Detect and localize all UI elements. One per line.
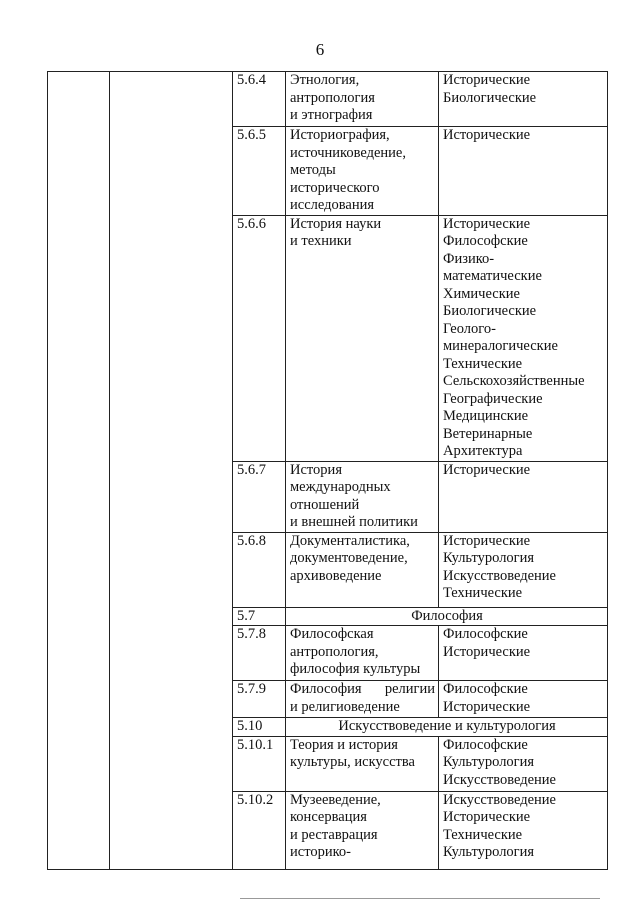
specialty-name-line: Этнология,: [290, 72, 360, 88]
specialty-name-line: Историография,: [290, 127, 390, 143]
science-branch: Исторические: [443, 809, 531, 825]
specialty-name-line: и религиоведение: [290, 698, 400, 715]
specialty-name-line: Философская: [290, 626, 374, 642]
science-branch: Технические: [443, 585, 523, 601]
specialty-name-line: консервация: [290, 809, 367, 825]
specialty-name-line: культуры, искусства: [290, 754, 415, 770]
specialty-name-line: и этнография: [290, 107, 373, 123]
specialty-name-line: и реставрация: [290, 826, 378, 843]
science-branches: [439, 215, 608, 461]
science-branch: Технические: [443, 355, 523, 372]
specialty-name: [286, 791, 439, 869]
specialty-name-line: антропология: [290, 89, 375, 106]
specialty-code: 5.7.8: [233, 626, 286, 681]
blank-column-1: [48, 72, 110, 870]
section-title: Философия: [286, 607, 608, 626]
science-branch: математические: [443, 268, 542, 284]
section-title: Искусствоведение и культурология: [286, 718, 608, 737]
specialty-name: [286, 461, 439, 532]
specialty-name-line: методы: [290, 162, 336, 178]
science-branch: Исторические: [443, 643, 531, 660]
science-branches: [439, 791, 608, 869]
specialty-name-line: и техники: [290, 233, 352, 249]
specialties-table: [47, 71, 608, 870]
specialty-name: [286, 127, 439, 216]
science-branch: Культурология: [443, 844, 535, 860]
specialty-name: [286, 681, 439, 718]
table-row: [48, 72, 608, 127]
science-branch: Философские: [443, 736, 528, 753]
specialty-name: [286, 72, 439, 127]
science-branch: Химические: [443, 285, 520, 302]
specialty-name-line: архивоведение: [290, 567, 382, 584]
specialty-name: [286, 215, 439, 461]
blank-column-2: [110, 72, 233, 870]
science-branch: минералогические: [443, 338, 558, 354]
science-branch: Культурология: [443, 550, 535, 566]
specialty-name: [286, 532, 439, 607]
specialty-name-word: религии: [384, 681, 435, 697]
specialty-name-line: Документалистика,: [290, 532, 410, 549]
science-branches: [439, 461, 608, 532]
science-branches: [439, 736, 608, 791]
specialty-name-line: философия культуры: [290, 661, 421, 677]
science-branch: Исторические: [443, 532, 531, 549]
science-branch: Геолого-: [443, 320, 496, 337]
specialty-name-line: Теория и история: [290, 736, 398, 753]
science-branch: Архитектура: [443, 443, 523, 459]
science-branches: [439, 626, 608, 681]
specialty-name: [286, 626, 439, 681]
specialty-name-word: Философия: [290, 681, 362, 697]
science-branch: Физико-: [443, 250, 495, 267]
science-branch: Исторические: [443, 127, 531, 143]
science-branch: Медицинские: [443, 408, 529, 424]
specialty-name-line: История науки: [290, 215, 382, 232]
specialty-code: 5.6.5: [233, 127, 286, 216]
specialty-name-justified-line: [290, 681, 435, 699]
specialty-name-line: историко-: [290, 844, 351, 860]
specialty-code: 5.10: [233, 718, 286, 737]
specialty-code: 5.7.9: [233, 681, 286, 718]
specialty-name-line: документоведение,: [290, 550, 408, 566]
science-branch: Исторические: [443, 698, 531, 715]
science-branches: [439, 127, 608, 216]
science-branches: [439, 72, 608, 127]
specialty-name-line: международных: [290, 479, 391, 495]
specialty-code: 5.6.8: [233, 532, 286, 607]
science-branch: Сельскохозяйственные: [443, 373, 585, 389]
science-branch: Философские: [443, 233, 528, 249]
science-branch: Философские: [443, 626, 528, 642]
specialty-code: 5.6.6: [233, 215, 286, 461]
specialty-name-line: исследования: [290, 197, 375, 213]
specialty-name-line: Музееведение,: [290, 791, 381, 808]
science-branches: [439, 532, 608, 607]
specialty-code: 5.6.7: [233, 461, 286, 532]
specialty-name-line: и внешней политики: [290, 514, 418, 530]
specialty-name: [286, 736, 439, 791]
specialty-name-line: отношений: [290, 496, 360, 513]
science-branch: Исторические: [443, 72, 531, 88]
specialty-code: 5.10.2: [233, 791, 286, 869]
science-branch: Биологические: [443, 89, 537, 106]
specialty-name-line: исторического: [290, 179, 380, 196]
science-branch: Исторические: [443, 461, 531, 478]
science-branches: [439, 681, 608, 718]
specialty-name-line: История: [290, 461, 342, 478]
science-branch: Исторические: [443, 215, 531, 232]
science-branch: Искусствоведение: [443, 791, 556, 808]
science-branch: Ветеринарные: [443, 425, 533, 442]
science-branch: Культурология: [443, 754, 535, 770]
page-number: 6: [315, 40, 325, 59]
science-branch: Искусствоведение: [443, 567, 556, 584]
specialty-name-line: источниковедение,: [290, 144, 406, 161]
science-branch: Технические: [443, 826, 523, 843]
specialty-code: 5.6.4: [233, 72, 286, 127]
page-bottom-rule: [240, 898, 600, 899]
specialty-name-line: антропология,: [290, 643, 379, 660]
science-branch: Географические: [443, 390, 543, 407]
specialty-code: 5.10.1: [233, 736, 286, 791]
specialty-code: 5.7: [233, 607, 286, 626]
science-branch: Философские: [443, 681, 528, 697]
table-body: [48, 72, 608, 870]
science-branch: Биологические: [443, 303, 537, 319]
science-branch: Искусствоведение: [443, 771, 556, 788]
